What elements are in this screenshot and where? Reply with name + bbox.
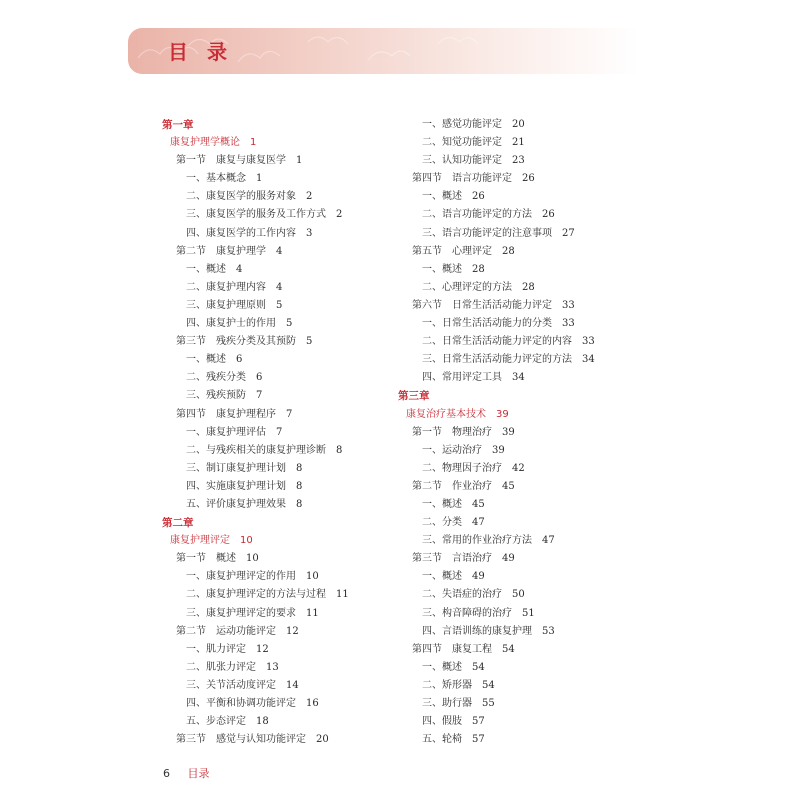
toc-page-number: 6 — [236, 354, 243, 366]
toc-page-number: 7 — [256, 390, 263, 402]
toc-item-link[interactable] — [398, 713, 658, 731]
toc-page-number: 8 — [296, 462, 303, 474]
toc-entry-text: 五、评价康复护理效果 — [186, 498, 286, 510]
toc-item-link[interactable] — [162, 677, 422, 695]
section-link[interactable] — [162, 550, 422, 568]
toc-item-link[interactable] — [398, 460, 658, 478]
toc-entry-text: 二、肌张力评定 — [186, 661, 256, 673]
toc-entry-text: 四、康复医学的工作内容 — [186, 227, 296, 239]
section-link[interactable] — [398, 641, 658, 659]
toc-item-link[interactable] — [398, 731, 658, 749]
chapter-title-link[interactable] — [162, 532, 422, 550]
toc-entry-text: 三、康复护理评定的要求 — [186, 607, 296, 619]
toc-item-link[interactable] — [162, 605, 422, 623]
toc-page-number: 5 — [276, 299, 283, 311]
toc-item-link[interactable] — [162, 586, 422, 604]
toc-item-link[interactable] — [162, 188, 422, 206]
toc-entry-text: 第二节 康复护理学 — [176, 245, 266, 257]
toc-entry-text: 第四节 康复工程 — [412, 643, 492, 655]
toc-item-link[interactable] — [398, 532, 658, 550]
section-link[interactable] — [398, 170, 658, 188]
toc-entry-text: 四、假肢 — [422, 716, 462, 728]
toc-page-number: 49 — [472, 571, 485, 583]
toc-page-number: 33 — [582, 336, 595, 348]
toc-item-link[interactable] — [398, 116, 658, 134]
toc-item-link[interactable] — [162, 460, 422, 478]
toc-entry-text: 二、康复护理评定的方法与过程 — [186, 589, 326, 601]
toc-entry-text: 一、日常生活活动能力的分类 — [422, 318, 552, 330]
page-title: 目 录 — [168, 40, 233, 64]
toc-page-number: 34 — [582, 354, 595, 366]
toc-item-link[interactable] — [398, 442, 658, 460]
toc-page-number: 16 — [306, 698, 319, 709]
toc-column-right — [398, 116, 658, 749]
toc-page-number: 34 — [512, 372, 525, 384]
toc-entry-text: 第一节 概述 — [176, 553, 236, 565]
toc-page-number: 26 — [472, 191, 485, 203]
toc-item-link[interactable] — [162, 351, 422, 369]
toc-page-number: 12 — [286, 625, 299, 637]
toc-page-number: 4 — [276, 245, 283, 257]
toc-item-link[interactable] — [398, 351, 658, 369]
toc-item-link[interactable] — [162, 315, 422, 333]
toc-entry-text: 三、关节活动度评定 — [186, 679, 276, 691]
toc-page-number: 10 — [240, 535, 253, 547]
toc-entry-text: 三、康复医学的服务及工作方式 — [186, 209, 326, 221]
section-link[interactable] — [162, 152, 422, 170]
toc-entry-text: 二、康复护理内容 — [186, 281, 266, 293]
toc-item-link[interactable] — [398, 605, 658, 623]
toc-item-link[interactable] — [162, 170, 422, 188]
toc-item-link[interactable] — [398, 586, 658, 604]
toc-page-number: 57 — [472, 716, 485, 728]
toc-entry-text: 第二节 作业治疗 — [412, 480, 492, 492]
toc-item-link[interactable] — [162, 695, 422, 713]
toc-page-number: 20 — [512, 119, 525, 130]
toc-entry-text: 五、步态评定 — [186, 716, 246, 728]
toc-page-number: 33 — [562, 318, 575, 330]
toc-item-link[interactable] — [162, 568, 422, 586]
toc-item-link[interactable] — [398, 134, 658, 152]
toc-item-link[interactable] — [162, 297, 422, 315]
toc-page-number: 13 — [266, 661, 279, 673]
toc-page-number: 12 — [256, 643, 269, 655]
toc-page-number: 14 — [286, 679, 299, 691]
toc-item-link[interactable] — [162, 387, 422, 405]
toc-item-link[interactable] — [162, 206, 422, 224]
toc-entry-text: 二、矫形器 — [422, 679, 472, 691]
section-link[interactable] — [162, 333, 422, 351]
toc-page-number: 6 — [256, 372, 263, 384]
toc-page-number: 10 — [246, 553, 259, 565]
toc-item-link[interactable] — [398, 695, 658, 713]
toc-page-number: 18 — [256, 716, 269, 728]
toc-item-link[interactable] — [162, 442, 422, 460]
section-link[interactable] — [398, 243, 658, 261]
toc-entry-text: 三、助行器 — [422, 698, 472, 709]
toc-page-number: 5 — [306, 336, 313, 348]
toc-entry-text: 第四节 语言功能评定 — [412, 173, 512, 185]
toc-entry-text: 一、基本概念 — [186, 173, 246, 185]
toc-page-number: 51 — [522, 607, 535, 619]
toc-page-number: 54 — [502, 643, 515, 655]
toc-page-number: 47 — [542, 535, 555, 547]
toc-entry-text: 第一节 物理治疗 — [412, 426, 492, 438]
toc-entry-text: 一、概述 — [186, 354, 226, 366]
toc-page-number: 1 — [296, 155, 303, 167]
toc-page-number: 11 — [336, 589, 349, 601]
toc-entry-text: 康复护理学概论 — [170, 137, 240, 149]
toc-page-number: 3 — [306, 227, 313, 239]
toc-item-link[interactable] — [398, 188, 658, 206]
footer-page-number: 6 — [163, 767, 170, 780]
toc-item-link[interactable] — [398, 623, 658, 641]
chapter-heading — [162, 116, 422, 134]
toc-page-number: 27 — [562, 227, 575, 239]
toc-page-number: 53 — [542, 625, 555, 637]
toc-entry-text: 三、日常生活活动能力评定的方法 — [422, 354, 572, 366]
section-link[interactable] — [398, 478, 658, 496]
toc-entry-text: 二、分类 — [422, 517, 462, 529]
section-link[interactable] — [162, 243, 422, 261]
toc-entry-text: 二、与残疾相关的康复护理诊断 — [186, 444, 326, 456]
toc-entry-text: 第六节 日常生活活动能力评定 — [412, 299, 552, 311]
toc-entry-text: 第二节 运动功能评定 — [176, 625, 276, 637]
toc-entry-text: 三、康复护理原则 — [186, 299, 266, 311]
toc-page-number: 45 — [472, 498, 485, 510]
toc-item-link[interactable] — [398, 659, 658, 677]
toc-page-number: 54 — [482, 679, 495, 691]
toc-item-link[interactable] — [162, 369, 422, 387]
toc-entry-text: 一、康复护理评定的作用 — [186, 571, 296, 583]
toc-entry-text: 第一章 — [162, 119, 194, 131]
toc-page-number: 28 — [472, 263, 485, 275]
toc-page-number: 1 — [256, 173, 263, 185]
toc-entry-text: 二、物理因子治疗 — [422, 462, 502, 474]
toc-column-left — [162, 116, 422, 749]
toc-page-number: 4 — [236, 263, 243, 275]
toc-entry-text: 第二章 — [162, 517, 194, 530]
section-link[interactable] — [162, 406, 422, 424]
toc-entry-text: 三、制订康复护理计划 — [186, 462, 286, 474]
toc-item-link[interactable] — [162, 496, 422, 514]
toc-entry-text: 一、运动治疗 — [422, 444, 482, 456]
toc-entry-text: 三、语言功能评定的注意事项 — [422, 227, 552, 239]
toc-page-number: 57 — [472, 734, 485, 746]
toc-item-link[interactable] — [398, 225, 658, 243]
section-link[interactable] — [398, 550, 658, 568]
toc-page-number: 4 — [276, 281, 283, 293]
toc-entry-text: 康复治疗基本技术 — [406, 408, 486, 420]
toc-item-link[interactable] — [398, 369, 658, 387]
toc-item-link[interactable] — [398, 514, 658, 532]
toc-page-number: 39 — [496, 408, 509, 420]
toc-entry-text: 一、肌力评定 — [186, 643, 246, 655]
toc-entry-text: 第三节 言语治疗 — [412, 553, 492, 565]
page-footer — [163, 765, 210, 781]
toc-page-number: 33 — [562, 299, 575, 311]
toc-page-number: 39 — [492, 444, 505, 456]
toc-page-number: 54 — [472, 661, 485, 673]
toc-entry-text: 四、常用评定工具 — [422, 372, 502, 384]
toc-entry-text: 三、认知功能评定 — [422, 155, 502, 167]
toc-entry-text: 二、失语症的治疗 — [422, 589, 502, 601]
toc-page-number: 26 — [522, 173, 535, 185]
toc-entry-text: 二、康复医学的服务对象 — [186, 191, 296, 203]
toc-entry-text: 一、概述 — [422, 661, 462, 673]
chapter-heading — [398, 387, 658, 405]
toc-entry-text: 第三节 残疾分类及其预防 — [176, 336, 296, 348]
section-link[interactable] — [398, 424, 658, 442]
toc-entry-text: 二、残疾分类 — [186, 372, 246, 384]
toc-page-number: 7 — [276, 426, 283, 438]
toc-page-number: 2 — [306, 191, 313, 203]
toc-item-link[interactable] — [398, 496, 658, 514]
toc-entry-text: 五、轮椅 — [422, 734, 462, 746]
toc-item-link[interactable] — [162, 261, 422, 279]
toc-entry-text: 四、康复护士的作用 — [186, 318, 276, 330]
toc-item-link[interactable] — [162, 641, 422, 659]
toc-entry-text: 一、概述 — [422, 263, 462, 275]
toc-page-number: 39 — [502, 426, 515, 438]
toc-page-number: 11 — [306, 607, 319, 619]
toc-page-number: 8 — [336, 444, 343, 456]
toc-entry-text: 四、言语训练的康复护理 — [422, 625, 532, 637]
toc-entry-text: 第三章 — [398, 390, 430, 403]
section-link[interactable] — [162, 731, 422, 749]
toc-page-number: 7 — [286, 408, 293, 420]
toc-item-link[interactable] — [398, 279, 658, 297]
toc-page-number: 28 — [522, 281, 535, 293]
toc-entry-text: 一、概述 — [422, 191, 462, 203]
section-link[interactable] — [162, 623, 422, 641]
toc-item-link[interactable] — [162, 424, 422, 442]
toc-entry-text: 第四节 康复护理程序 — [176, 408, 276, 420]
toc-entry-text: 二、心理评定的方法 — [422, 281, 512, 293]
toc-page-number: 2 — [336, 209, 343, 221]
toc-page-number: 42 — [512, 462, 525, 474]
toc-page-number: 1 — [250, 137, 257, 149]
chapter-title-link[interactable] — [162, 134, 422, 152]
toc-page-number: 49 — [502, 553, 515, 565]
toc-page-number: 28 — [502, 245, 515, 257]
section-link[interactable] — [398, 297, 658, 315]
toc-entry-text: 一、概述 — [422, 498, 462, 510]
toc-page-number: 8 — [296, 498, 303, 510]
toc-item-link[interactable] — [162, 659, 422, 677]
toc-item-link[interactable] — [398, 206, 658, 224]
toc-entry-text: 二、日常生活活动能力评定的内容 — [422, 336, 572, 348]
toc-page-number: 26 — [542, 209, 555, 221]
toc-item-link[interactable] — [398, 315, 658, 333]
toc-entry-text: 二、知觉功能评定 — [422, 137, 502, 149]
toc-entry-text: 第五节 心理评定 — [412, 245, 492, 257]
toc-entry-text: 四、平衡和协调功能评定 — [186, 698, 296, 709]
toc-item-link[interactable] — [162, 279, 422, 297]
toc-entry-text: 康复护理评定 — [170, 535, 230, 547]
toc-page-number: 23 — [512, 155, 525, 167]
toc-entry-text: 第三节 感觉与认知功能评定 — [176, 734, 306, 746]
toc-page-number: 47 — [472, 517, 485, 529]
toc-entry-text: 四、实施康复护理计划 — [186, 480, 286, 492]
toc-entry-text: 一、概述 — [422, 571, 462, 583]
toc-page-number: 45 — [502, 480, 515, 492]
toc-item-link[interactable] — [398, 568, 658, 586]
toc-item-link[interactable] — [162, 713, 422, 731]
toc-item-link[interactable] — [398, 677, 658, 695]
toc-entry-text: 一、康复护理评估 — [186, 426, 266, 438]
toc-page-number: 10 — [306, 571, 319, 583]
toc-item-link[interactable] — [398, 152, 658, 170]
toc-entry-text: 第一节 康复与康复医学 — [176, 155, 286, 167]
toc-page-number: 8 — [296, 480, 303, 492]
footer-label: 目录 — [187, 767, 210, 780]
toc-page-number: 50 — [512, 589, 525, 601]
toc-item-link[interactable] — [162, 478, 422, 496]
chapter-heading — [162, 514, 422, 532]
toc-page-number: 21 — [512, 137, 525, 149]
toc-entry-text: 二、语言功能评定的方法 — [422, 209, 532, 221]
toc-item-link[interactable] — [162, 225, 422, 243]
toc-entry-text: 三、常用的作业治疗方法 — [422, 535, 532, 547]
toc-entry-text: 三、残疾预防 — [186, 390, 246, 402]
toc-page-number: 20 — [316, 734, 329, 746]
toc-item-link[interactable] — [398, 261, 658, 279]
toc-entry-text: 一、感觉功能评定 — [422, 119, 502, 130]
toc-page-number: 5 — [286, 318, 293, 330]
chapter-title-link[interactable] — [398, 406, 658, 424]
toc-entry-text: 三、构音障碍的治疗 — [422, 607, 512, 619]
toc-page-number: 55 — [482, 698, 495, 709]
toc-entry-text: 一、概述 — [186, 263, 226, 275]
toc-item-link[interactable] — [398, 333, 658, 351]
